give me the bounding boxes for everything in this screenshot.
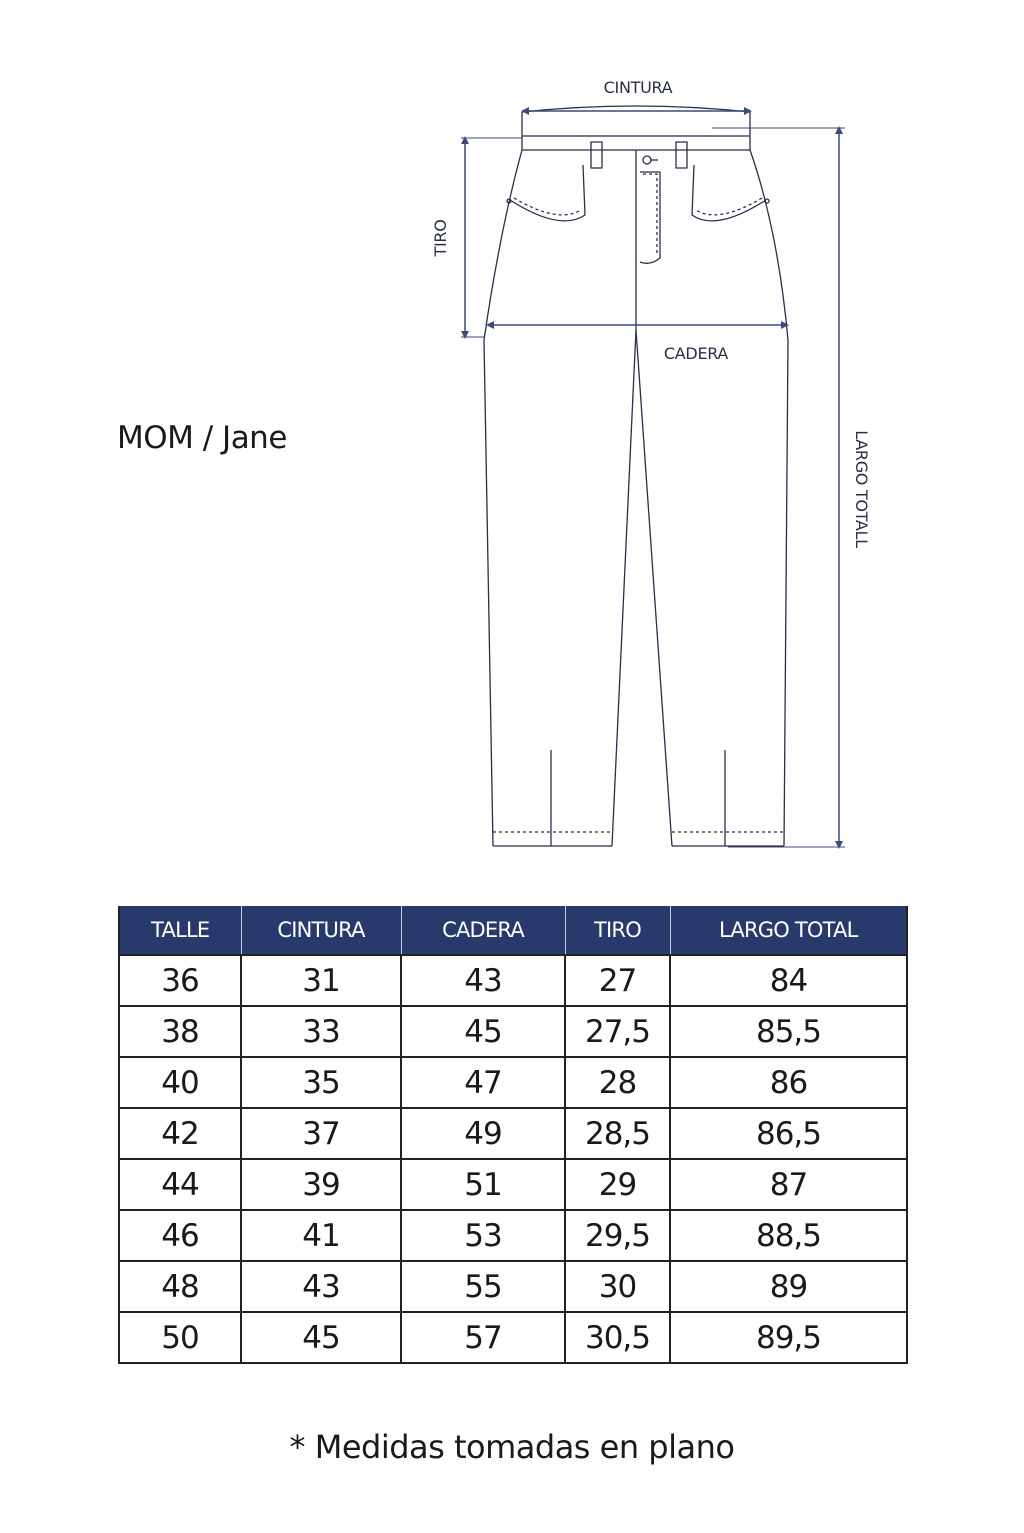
table-row xyxy=(119,1108,907,1159)
cell-cadera: 51 xyxy=(401,1159,565,1210)
cell-talle: 40 xyxy=(119,1057,241,1108)
pants-outline xyxy=(484,106,788,846)
cell-largo-total: 85,5 xyxy=(670,1006,907,1057)
table-row xyxy=(119,1159,907,1210)
size-table xyxy=(118,906,908,1364)
cell-talle: 38 xyxy=(119,1006,241,1057)
table-header-row xyxy=(119,906,907,955)
cell-cintura: 45 xyxy=(241,1312,401,1363)
cell-tiro: 29,5 xyxy=(565,1210,670,1261)
cell-talle: 44 xyxy=(119,1159,241,1210)
cell-tiro: 30 xyxy=(565,1261,670,1312)
cell-cintura: 31 xyxy=(241,955,401,1006)
cell-cintura: 41 xyxy=(241,1210,401,1261)
header-largo-total: LARGO TOTAL xyxy=(670,906,907,955)
cell-cadera: 57 xyxy=(401,1312,565,1363)
cadera-label: CADERA xyxy=(663,344,729,363)
cell-tiro: 29 xyxy=(565,1159,670,1210)
table-row xyxy=(119,1006,907,1057)
cell-largo-total: 86 xyxy=(670,1057,907,1108)
cell-tiro: 27,5 xyxy=(565,1006,670,1057)
table-row xyxy=(119,1210,907,1261)
tiro-label: TIRO xyxy=(431,219,450,257)
cell-cintura: 37 xyxy=(241,1108,401,1159)
measurement-note: * Medidas tomadas en plano xyxy=(289,1428,735,1466)
cell-tiro: 28,5 xyxy=(565,1108,670,1159)
cell-talle: 48 xyxy=(119,1261,241,1312)
table-row xyxy=(119,1312,907,1363)
table-row xyxy=(119,955,907,1006)
cell-largo-total: 84 xyxy=(670,955,907,1006)
cell-largo-total: 88,5 xyxy=(670,1210,907,1261)
cell-talle: 36 xyxy=(119,955,241,1006)
cell-cadera: 55 xyxy=(401,1261,565,1312)
cell-tiro: 30,5 xyxy=(565,1312,670,1363)
cell-cintura: 43 xyxy=(241,1261,401,1312)
largo-total-label: LARGO TOTALL xyxy=(852,430,871,548)
cell-cadera: 47 xyxy=(401,1057,565,1108)
table-row xyxy=(119,1261,907,1312)
header-talle: TALLE xyxy=(119,906,241,955)
header-tiro: TIRO xyxy=(565,906,670,955)
cell-cadera: 43 xyxy=(401,955,565,1006)
cell-largo-total: 89,5 xyxy=(670,1312,907,1363)
cell-cintura: 33 xyxy=(241,1006,401,1057)
cell-talle: 50 xyxy=(119,1312,241,1363)
header-cintura: CINTURA xyxy=(241,906,401,955)
cell-largo-total: 87 xyxy=(670,1159,907,1210)
cell-tiro: 28 xyxy=(565,1057,670,1108)
cell-cintura: 39 xyxy=(241,1159,401,1210)
cell-cadera: 49 xyxy=(401,1108,565,1159)
cell-largo-total: 86,5 xyxy=(670,1108,907,1159)
cell-largo-total: 89 xyxy=(670,1261,907,1312)
cell-cadera: 45 xyxy=(401,1006,565,1057)
header-cadera: CADERA xyxy=(401,906,565,955)
cintura-label: CINTURA xyxy=(603,78,673,97)
cell-talle: 42 xyxy=(119,1108,241,1159)
cell-talle: 46 xyxy=(119,1210,241,1261)
cell-tiro: 27 xyxy=(565,955,670,1006)
cell-cintura: 35 xyxy=(241,1057,401,1108)
product-title: MOM / Jane xyxy=(117,420,287,456)
table-row xyxy=(119,1057,907,1108)
cell-cadera: 53 xyxy=(401,1210,565,1261)
